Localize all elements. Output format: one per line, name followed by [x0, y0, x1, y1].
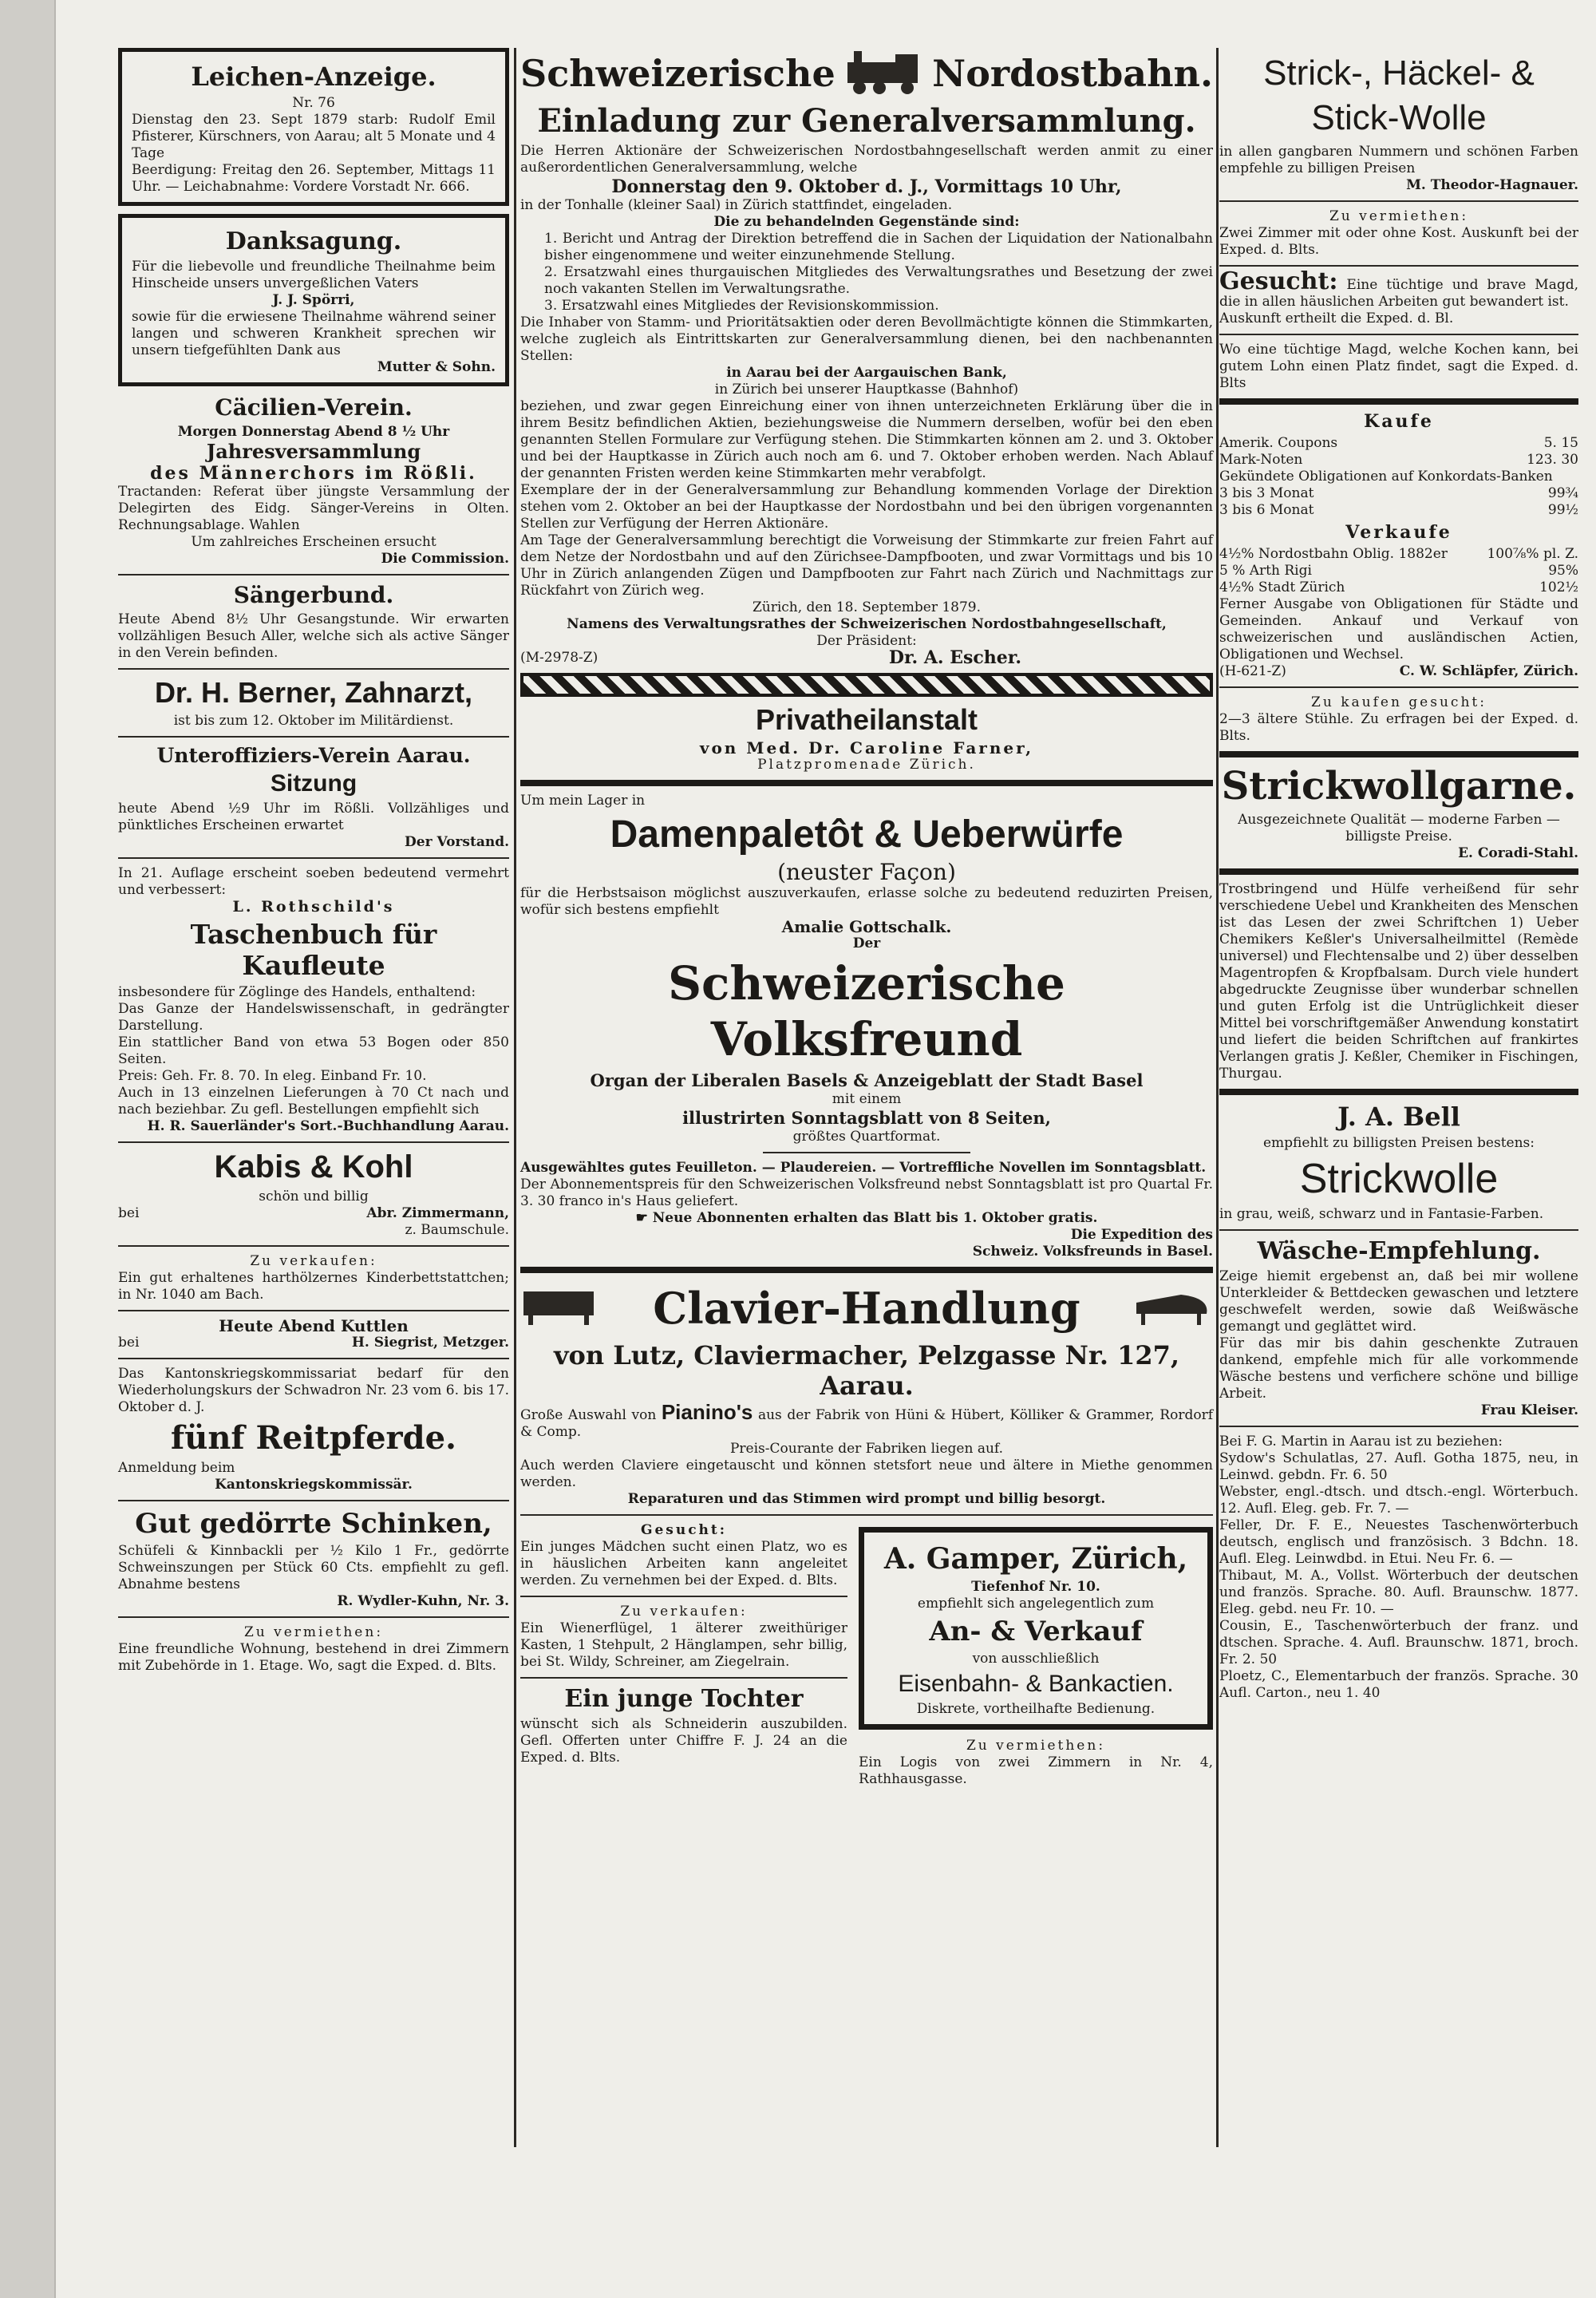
strick-text: in allen gangbaren Nummern und schönen Farben empfehle zu billigen Preisen: [1219, 144, 1578, 176]
divider: [118, 1141, 509, 1143]
strickwollgarne-ad: [1219, 764, 1578, 862]
kaufe-label: Mark-Noten: [1219, 452, 1303, 468]
dank-signature: Mutter & Sohn.: [377, 359, 496, 375]
divider: [118, 668, 509, 670]
martin-item: Ploetz, C., Elementarbuch der französ. Sprache. 30 Aufl. Carton., neu 1. 40: [1219, 1668, 1578, 1701]
divider: [520, 1514, 1213, 1516]
dank-title: Danksagung.: [225, 227, 402, 255]
gesucht-title: Gesucht:: [1219, 267, 1338, 295]
gottschalk-ad: [520, 793, 1213, 935]
nob-signature: Dr. A. Escher.: [888, 647, 1021, 668]
page-edge: [0, 0, 56, 2298]
kaufe-row: [1219, 502, 1578, 519]
kaufe-row: [1219, 452, 1578, 469]
martin-item: Cousin, E., Taschenwörterbuch der franz. und dtschen. Sprache. 4. Aufl. Braunschw. 1871, broch. Fr. 2. 50: [1219, 1618, 1578, 1667]
bottom-row: [520, 1522, 1213, 1788]
bottom-right: [859, 1522, 1213, 1788]
rothschild-ad: [118, 865, 509, 1135]
verkaufe-label: 4½% Nordostbahn Oblig. 1882er: [1219, 546, 1448, 562]
zuverkaufen-text: Ein Wienerflügel, 1 älterer zweithüriger Kasten, 1 Stehpult, 2 Hänglampen, sehr billig, bei St. Wildy, Schreiner, am Ziegelrain.: [520, 1620, 847, 1670]
kuttlen-name: H. Siegrist, Metzger.: [351, 1335, 509, 1351]
bell-text2: in grau, weiß, schwarz und in Fantasie-Farben.: [1219, 1206, 1544, 1222]
kaufe-value: 123. 30: [1527, 452, 1578, 468]
verkaufe-code: (H-621-Z): [1219, 663, 1286, 679]
verkaufe-value: 95%: [1548, 563, 1578, 579]
kaufe-value: 99½: [1547, 502, 1578, 518]
zimmer-title: Zu vermiethen:: [1329, 208, 1469, 224]
divider: [1219, 200, 1578, 202]
nob-dateline: Zürich, den 18. September 1879.: [752, 599, 982, 615]
magd-text: Wo eine tüchtige Magd, welche Kochen kann, bei gutem Lohn einen Platz findet, sagt die Exped. d. Blts: [1219, 342, 1578, 391]
gesucht-text: Ein junges Mädchen sucht einen Platz, wo es in häuslichen Arbeiten kann angeleitet werden. Zu vernehmen bei der Exped. d. Blts.: [520, 1539, 847, 1588]
verkaufe-label: 5 % Arth Rigi: [1219, 563, 1312, 579]
nob-zuerich: in Zürich bei unserer Hauptkasse (Bahnhof): [714, 382, 1019, 398]
martin-item: Webster, engl.-dtsch. und dtsch.-engl. Wörterbuch. 12. Aufl. Eleg. geb. Fr. 7. —: [1219, 1484, 1578, 1517]
leichen-nr: Nr. 76: [292, 95, 335, 111]
divider: [1219, 1426, 1578, 1427]
column-divider: [514, 48, 516, 2147]
nob-intro: Die Herren Aktionäre der Schweizerischen Nordostbahngesellschaft werden anmit zu einer außerordentlichen Generalversammlung, welche: [520, 143, 1213, 176]
danksagung: [118, 214, 509, 386]
kaufe-title: Kaufe: [1364, 411, 1434, 432]
volksfreund-der: Der: [852, 935, 881, 951]
divider: [520, 780, 1213, 786]
logis-text: Ein Logis von zwei Zimmern in Nr. 4, Rathhausgasse.: [859, 1754, 1213, 1787]
volksfreund-line2: mit einem: [832, 1091, 902, 1107]
volksfreund-line1: Organ der Liberalen Basels & Anzeigeblatt der Stadt Basel: [590, 1070, 1144, 1090]
gamper-ad: [859, 1527, 1213, 1730]
berner-ad: [118, 676, 509, 730]
verkaufe-footer: [1219, 663, 1578, 680]
pointing-hand-icon: ☛: [635, 1210, 653, 1226]
bell-ad: [1219, 1102, 1578, 1223]
rothschild-text5: Preis: Geh. Fr. 8. 70. In eleg. Einband Fr. 10.: [118, 1068, 427, 1084]
volksfreund-line3: illustrirten Sonntagsblatt von 8 Seiten,: [682, 1108, 1051, 1128]
tochter-title: Ein junge Tochter: [564, 1685, 804, 1713]
farner-line2: von Med. Dr. Caroline Farner,: [699, 738, 1034, 757]
zuverkaufen-title: Zu verkaufen:: [620, 1604, 748, 1620]
stuehle-title: Zu kaufen gesucht:: [1311, 694, 1487, 710]
divider: [520, 1267, 1213, 1273]
farner-line3: Platzpromenade Zürich.: [757, 757, 976, 773]
volksfreund-title: Schweizerische Volksfreund: [668, 956, 1065, 1066]
waesche-title: Wäsche-Empfehlung.: [1257, 1237, 1541, 1265]
unteroffiziers-verein: [118, 744, 509, 851]
caecilien-verein: [118, 394, 509, 568]
divider: [1219, 265, 1578, 267]
verkaufe-label: 4½% Stadt Zürich: [1219, 579, 1345, 595]
verkaufe-signature: C. W. Schläpfer, Zürich.: [1399, 663, 1578, 679]
stuehle-ad: [1219, 694, 1578, 745]
vermieten-title: Zu vermiethen:: [243, 1624, 384, 1640]
nob-item-2: 2. Ersatzwahl eines thurgauischen Mitgliedes des Verwaltungsrathes und Besetzung der zwei noch vakanten Stellen im Verwaltungsrathe.: [544, 264, 1213, 297]
waesche-text2: Für das mir bis dahin geschenkte Zutrauen dankend, empfehle mich für alle vorkommende Wäsche bestens und verfichere schöne und billige Arbeit.: [1219, 1335, 1578, 1402]
schinken-title: Gut gedörrte Schinken,: [135, 1508, 492, 1540]
dank-name: J. J. Spörri,: [272, 292, 355, 308]
nob-praesident: Der Präsident:: [816, 633, 917, 649]
clavier-pianino: Pianino's: [661, 1400, 753, 1424]
nob-aarau: in Aarau bei der Aargauischen Bank,: [726, 365, 1007, 381]
kaufe-row: [1219, 485, 1578, 502]
tochter-text: wünscht sich als Schneiderin auszubilden. Gefl. Offerten unter Chiffre F. J. 24 an die Exped. d. Blts.: [520, 1716, 847, 1766]
nob-item-1: 1. Bericht und Antrag der Direktion betreffend die in Sachen der Liquidation der Nationalbahn bisher eingenommene und weiter einzunehmende Stellung.: [544, 231, 1213, 263]
verkaufe-text: Ferner Ausgabe von Obligationen für Städte und Gemeinden. Ankauf und Verkauf von schweizerischen und ausländischen Actien, Obligationen und Wechsel.: [1219, 596, 1578, 663]
strick-signature: M. Theodor-Hagnauer.: [1406, 177, 1578, 193]
volksfreund-signature1: Die Expedition des: [1070, 1227, 1213, 1243]
verkaufe-row: [1219, 563, 1578, 579]
column-right: [1219, 48, 1578, 1702]
clavier-text: Große Auswahl von: [520, 1407, 657, 1423]
kabis-title: Kabis & Kohl: [214, 1149, 413, 1185]
nob-date: Donnerstag den 9. Oktober d. J., Vormittags 10 Uhr,: [611, 176, 1122, 197]
kaufe-text: Gekündete Obligationen auf Konkordats-Banken: [1219, 469, 1553, 485]
divider: [1219, 1229, 1578, 1231]
divider: [763, 1152, 970, 1153]
divider: [118, 574, 509, 575]
saenger-title: Sängerbund.: [233, 582, 394, 608]
verkaufe-section: [1219, 522, 1578, 680]
waesche-signature: Frau Kleiser.: [1480, 1402, 1578, 1418]
caecilien-text2: Um zahlreiches Erscheinen ersucht: [191, 534, 437, 550]
stuehle-text: 2—3 ältere Stühle. Zu erfragen bei der Exped. d. Blts.: [1219, 711, 1578, 744]
column-middle: [520, 48, 1213, 1788]
strick-wolle-ad: [1219, 51, 1578, 194]
rothschild-text2: insbesondere für Zöglinge des Handels, enthaltend:: [118, 984, 476, 1000]
kriegskomm-text2: Anmeldung beim: [118, 1460, 235, 1476]
nob-body3: Exemplare der in der Generalversammlung zur Behandlung kommenden Vorlage der Direktion stehen vom 2. Oktober an bei der Hauptkasse der Nordostbahn und bei den übrigen vorgenannten Stellen zur Verfügung der Herren Aktionäre.: [520, 482, 1213, 532]
clavier-ad: [520, 1280, 1213, 1508]
gottschalk-signature: Amalie Gottschalk.: [781, 917, 952, 936]
gesucht-text2: Auskunft ertheilt die Exped. d. Bl.: [1219, 310, 1454, 326]
gesucht-text: Eine tüchtige und brave Magd, die in allen häuslichen Arbeiten gut bewandert ist.: [1219, 277, 1579, 310]
saengerbund: [118, 582, 509, 662]
kabis-text: schön und billig: [259, 1189, 369, 1204]
verkaufe-row: [1219, 546, 1578, 563]
leichen-text: Dienstag den 23. Sept 1879 starb: Rudolf Emil Pfisterer, Kürschners, von Aarau; alt 5 Monate und 4 Tage: [132, 112, 496, 161]
divider: [520, 1596, 847, 1597]
strickgarne-signature: E. Coradi-Stahl.: [1458, 845, 1578, 861]
kriegskomm-text: Das Kantonskriegskommissariat bedarf für den Wiederholungskurs der Schwadron Nr. 23 vom 6. bis 17. Oktober d. J.: [118, 1366, 509, 1415]
nordostbahn-ad: [520, 48, 1213, 666]
farner-title: Privatheilanstalt: [755, 703, 978, 736]
locomotive-icon: [839, 48, 927, 99]
nob-body1: Die Inhaber von Stamm- und Prioritätsaktien oder deren Bevollmächtigte können die Stimmkarten, welche zugleich als Eintrittskarten zur Generalversammlung dienen, bei den nachbenannten Stellen:: [520, 314, 1213, 364]
farner-ad: [520, 703, 1213, 773]
volksfreund-signature2: Schweiz. Volksfreunds in Basel.: [972, 1244, 1213, 1260]
kaufe-row: [1219, 435, 1578, 452]
bell-text: empfiehlt zu billigsten Preisen bestens:: [1262, 1135, 1535, 1151]
divider: [520, 1677, 847, 1679]
kuttlen-bei: bei: [118, 1335, 140, 1351]
bottom-left: [520, 1522, 847, 1788]
divider: [118, 736, 509, 738]
nob-gegenstaende: Die zu behandelnden Gegenstände sind:: [713, 214, 1020, 230]
strickgarne-title: Strickwollgarne.: [1221, 764, 1577, 809]
zimmer-ad: [1219, 208, 1578, 259]
kaufe-section: [1219, 411, 1578, 519]
dank-text2: sowie für die erwiesene Theilnahme während seiner langen und schweren Krankheit sprechen wir unsern tiefgefühlten Dank aus: [132, 309, 496, 358]
divider: [1219, 398, 1578, 405]
kabis-addr: z. Baumschule.: [405, 1222, 509, 1238]
volksfreund-text: Ausgewähltes gutes Feuilleton. — Plaudereien. — Vortreffliche Novellen im Sonntagsblatt.: [520, 1160, 1207, 1176]
waesche-ad: [1219, 1237, 1578, 1419]
verkaufen-title: Zu verkaufen:: [250, 1253, 377, 1269]
nob-headline: Einladung zur Generalversammlung.: [537, 102, 1196, 140]
clavier-line2: von Lutz, Claviermacher, Pelzgasse Nr. 127, Aarau.: [553, 1340, 1180, 1401]
gesucht-magd-ad: [1219, 267, 1579, 327]
column-left: [118, 48, 509, 1675]
rothschild-title: Taschenbuch für Kaufleute: [190, 919, 437, 981]
caecilien-line3: des Männerchors im Rößli.: [150, 463, 477, 484]
gottschalk-intro: Um mein Lager in: [520, 793, 646, 809]
strickgarne-text: Ausgezeichnete Qualität — moderne Farben — billigste Preise.: [1238, 812, 1560, 844]
kaufe-value: 99¾: [1547, 485, 1578, 501]
clavier-text4: Auch werden Claviere eingetauscht und können stetsfort neue und ältere in Miethe genommen werden.: [520, 1458, 1213, 1490]
kaufe-label: 3 bis 3 Monat: [1219, 485, 1314, 501]
clavier-text3: Preis-Courante der Fabriken liegen auf.: [729, 1441, 1004, 1457]
divider: [118, 857, 509, 859]
nob-code: (M-2978-Z): [520, 650, 598, 666]
volksfreund-text2: Der Abonnementspreis für den Schweizerischen Volksfreund nebst Sonntagsblatt ist pro Quartal Fr. 3. 30 franco in's Haus geliefert.: [520, 1177, 1213, 1209]
gesucht-row: [1219, 267, 1579, 310]
kabis-ad: [118, 1149, 509, 1239]
unteroff-sitzung: Sitzung: [270, 770, 358, 797]
divider: [118, 1358, 509, 1359]
divider: [118, 1245, 509, 1247]
gamper-line3: empfiehlt sich angelegentlich zum: [917, 1596, 1155, 1612]
kriegskommissariat-ad: [118, 1366, 509, 1493]
dank-text: Für die liebevolle und freundliche Theilnahme beim Hinscheide unsers unvergeßlichen Vaters: [132, 259, 496, 291]
vermieten-text: Eine freundliche Wohnung, bestehend in drei Zimmern mit Zubehörde in 1. Etage. Wo, sagt die Exped. d. Blts.: [118, 1641, 509, 1674]
column-divider: [1216, 48, 1219, 2147]
caecilien-signature: Die Commission.: [381, 551, 509, 567]
unteroff-text: heute Abend ½9 Uhr im Rößli. Vollzähliges und pünktliches Erscheinen erwartet: [118, 801, 509, 833]
gamper-line7: Diskrete, vortheilhafte Bedienung.: [916, 1701, 1156, 1717]
martin-intro: Bei F. G. Martin in Aarau ist zu beziehen:: [1219, 1434, 1503, 1450]
kriegskomm-title: fünf Reitpferde.: [171, 1419, 456, 1457]
martin-item: Thibaut, M. A., Vollst. Wörterbuch der deutschen und französ. Sprache. 80. Aufl. Braunschw. 1877. Eleg. gebd. neu Fr. 10. —: [1219, 1568, 1578, 1617]
caecilien-line1: Morgen Donnerstag Abend 8 ½ Uhr: [177, 424, 450, 440]
kabis-name: Abr. Zimmermann,: [366, 1205, 509, 1221]
ornament-border: [520, 673, 1213, 697]
gamper-line6: Eisenbahn- & Bankactien.: [898, 1671, 1174, 1697]
nob-body4: Am Tage der Generalversammlung berechtigt die Vorweisung der Stimmkarte zur freien Fahrt auf dem Netze der Nordostbahn und auf den Zürichsee-Dampfbooten, und zwar Vormittags und bis 10 Uhr in Zürich anlangenden Zügen und Dampfbooten zur Fahrt nach Zürich und Nachmittags zur Rückfahrt von Zürich weg.: [520, 532, 1213, 599]
gesucht-title: Gesucht:: [640, 1522, 728, 1538]
divider: [118, 1310, 509, 1311]
rothschild-signature: H. R. Sauerländer's Sort.-Buchhandlung Aarau.: [147, 1118, 509, 1134]
nob-title-left: Schweizerische: [520, 52, 836, 95]
rothschild-text4: Ein stattlicher Band von etwa 53 Bogen oder 850 Seiten.: [118, 1034, 509, 1067]
nob-body2: beziehen, und zwar gegen Einreichung einer von ihnen unterzeichneten Erklärung über die in ihrem Besitz befindlichen Aktien, beziehungsweise die Nummern derselben, wofür bei den eben genannten Stellen Formulare zur Verfügung stehen. Die Stimmkarten können am 2. und 3. Oktober und bei der Hauptkasse in Zürich auch noch am 6. und 7. Oktober erhoben werden. Nach Ablauf der genannten Fristen werden keine Stimmkarten mehr verabfolgt.: [520, 398, 1213, 481]
divider: [1219, 868, 1578, 875]
unteroff-signature: Der Vorstand.: [405, 834, 509, 850]
verkaufen-text: Ein gut erhaltenes harthölzernes Kinderbettstattchen; in Nr. 1040 am Bach.: [118, 1270, 509, 1303]
schinken-text: Schüfeli & Kinnbackli per ½ Kilo 1 Fr., gedörrte Schweinszungen per Stück 60 Cts. empfiehlt zu gefl. Abnahme bestens: [118, 1543, 509, 1592]
gottschalk-title: Damenpaletôt & Ueberwürfe: [610, 813, 1124, 856]
rothschild-text: In 21. Auflage erscheint soeben bedeutend vermehrt und verbessert:: [118, 865, 509, 898]
clavier-title: Clavier-Handlung: [653, 1283, 1080, 1334]
kaufe-value: 5. 15: [1543, 435, 1578, 451]
saenger-text: Heute Abend 8½ Uhr Gesangstunde. Wir erwarten vollzähligen Besuch Aller, welche sich als active Sänger in den Verein befinden.: [118, 611, 509, 661]
verkaufe-title: Verkaufe: [1345, 522, 1452, 543]
waesche-text: Zeige hiemit ergebenst an, daß bei mir wollene Unterkleider & Bettdecken gewaschen und letztere geschwefelt werden, sowie daß Weißwäsche gemangt und geglättet wird.: [1219, 1268, 1578, 1335]
rothschild-text6: Auch in 13 einzelnen Lieferungen à 70 Ct nach und nach beziehbar. Zu gefl. Bestellungen empfiehlt sich: [118, 1085, 509, 1117]
verkaufe-row: [1219, 579, 1578, 596]
verkaufe-value: 100⅞% pl. Z.: [1487, 546, 1578, 562]
unteroff-title: Unteroffiziers-Verein Aarau.: [156, 744, 471, 767]
clavier-text5: Reparaturen und das Stimmen wird prompt und billig besorgt.: [627, 1491, 1106, 1507]
grand-piano-icon: [1133, 1287, 1213, 1330]
martin-item: Sydow's Schulatlas, 27. Aufl. Gotha 1875, neu, in Leinwd. gebdn. Fr. 6. 50: [1219, 1450, 1578, 1483]
strick-title: Strick-, Häckel- & Stick-Wolle: [1263, 53, 1535, 137]
trost-text: Trostbringend und Hülfe verheißend für sehr verschiedene Uebel und Krankheiten des Menschen ist das Lesen der zwei Schriftchen 1) Ueber Chemikers Keßler's Universalheilmittel (Remède universel) und Flechtensalbe und 2) über desselben Magentropfen & Kropfbalsam. Durch viele hundert abgedruckte Zeugnisse über wunderbar schnellen und guten Erfolg ist die Untrüglichkeit dieser Mittel bei vorschriftgemäßer Anwendung konstatirt und liefert die beiden Schriftchen auf frankirtes Verlangen gratis J. Keßler, Chemiker in Fischingen, Thurgau.: [1219, 881, 1578, 1082]
caecilien-text: Tractanden: Referat über jüngste Versammlung der Delegirten des Eidg. Sänger-Vereins in Olten. Rechnungsablage. Wahlen: [118, 484, 509, 533]
schinken-ad: [118, 1508, 509, 1610]
kuttlen-title: Heute Abend Kuttlen: [219, 1316, 409, 1335]
berner-title: Dr. H. Berner, Zahnarzt,: [154, 676, 473, 709]
bell-title: J. A. Bell: [1337, 1102, 1460, 1132]
kriegskomm-signature: Kantonskriegskommissär.: [215, 1477, 413, 1493]
verkaufe-value: 102½: [1539, 579, 1578, 595]
verkaufen-ad: [118, 1253, 509, 1303]
volksfreund-ad: [520, 935, 1213, 1260]
caecilien-title: Cäcilien-Verein.: [215, 394, 413, 421]
gamper-line5: von ausschließlich: [972, 1651, 1100, 1667]
kabis-bei: bei: [118, 1205, 140, 1221]
gottschalk-sub: (neuster Façon): [777, 859, 956, 885]
divider: [1219, 751, 1578, 757]
kaufe-label: 3 bis 6 Monat: [1219, 502, 1314, 518]
divider: [1219, 686, 1578, 688]
volksfreund-text3-label: Neue Abonnenten erhalten das Blatt bis 1. Oktober gratis.: [652, 1210, 1098, 1226]
kaufe-label: Amerik. Coupons: [1219, 435, 1338, 451]
leichen-title: Leichen-Anzeige.: [191, 61, 437, 92]
martin-ad: [1219, 1434, 1578, 1702]
clavier-text-row: [520, 1400, 1213, 1441]
rothschild-name: L. Rothschild's: [232, 898, 395, 916]
gamper-line4: An- & Verkauf: [929, 1616, 1143, 1647]
caecilien-line2: Jahresversammlung: [206, 440, 421, 463]
divider: [118, 1616, 509, 1618]
gamper-title: A. Gamper, Zürich,: [883, 1542, 1188, 1576]
nob-place: in der Tonhalle (kleiner Saal) in Zürich stattfindet, eingeladen.: [520, 197, 953, 213]
kuttlen-ad: [118, 1318, 509, 1351]
leichen-anzeige: [118, 48, 509, 206]
nob-namens: Namens des Verwaltungsrathes der Schweizerischen Nordostbahngesellschaft,: [567, 616, 1167, 632]
clavier-text2: aus der Fabrik von Hüni & Hübert, Kölliker & Grammer, Rordorf & Comp.: [520, 1407, 1213, 1440]
vermieten-ad: [118, 1624, 509, 1675]
logis-title: Zu vermiethen:: [966, 1738, 1106, 1754]
martin-item: Feller, Dr. F. E., Neuestes Taschenwörterbuch deutsch, englisch und französisch. 3 Bdchn. 18. Aufl. Eleg. Leinwdbd. in Etui. Neu Fr. 6. —: [1219, 1517, 1578, 1567]
leichen-beerdigung: Beerdigung: Freitag den 26. September, Mittags 11 Uhr. — Leichabnahme: Vordere Vorstadt Nr. 666.: [132, 162, 496, 195]
nob-title-right: Nordostbahn.: [932, 52, 1213, 95]
berner-text: ist bis zum 12. Oktober im Militärdienst.: [173, 713, 454, 729]
volksfreund-line4: größtes Quartformat.: [792, 1129, 941, 1145]
divider: [118, 1500, 509, 1501]
bell-big: Strickwolle: [1299, 1156, 1499, 1202]
divider: [1219, 1089, 1578, 1095]
schinken-signature: R. Wydler-Kuhn, Nr. 3.: [337, 1593, 509, 1609]
zimmer-text: Zwei Zimmer mit oder ohne Kost. Auskunft bei der Exped. d. Blts.: [1219, 225, 1578, 258]
nob-item-3: 3. Ersatzwahl eines Mitgliedes der Revisionskommission.: [544, 298, 939, 314]
divider: [1219, 334, 1578, 335]
rothschild-text3: Das Ganze der Handelswissenschaft, in gedrängter Darstellung.: [118, 1001, 509, 1034]
gamper-line2: Tiefenhof Nr. 10.: [971, 1579, 1100, 1595]
piano-icon: [520, 1287, 600, 1330]
gottschalk-text: für die Herbstsaison möglichst auszuverkaufen, erlasse solche zu bedeutend reduzirten Preisen, wofür sich bestens empfiehlt: [520, 885, 1213, 918]
volksfreund-text3: [520, 1210, 1213, 1227]
